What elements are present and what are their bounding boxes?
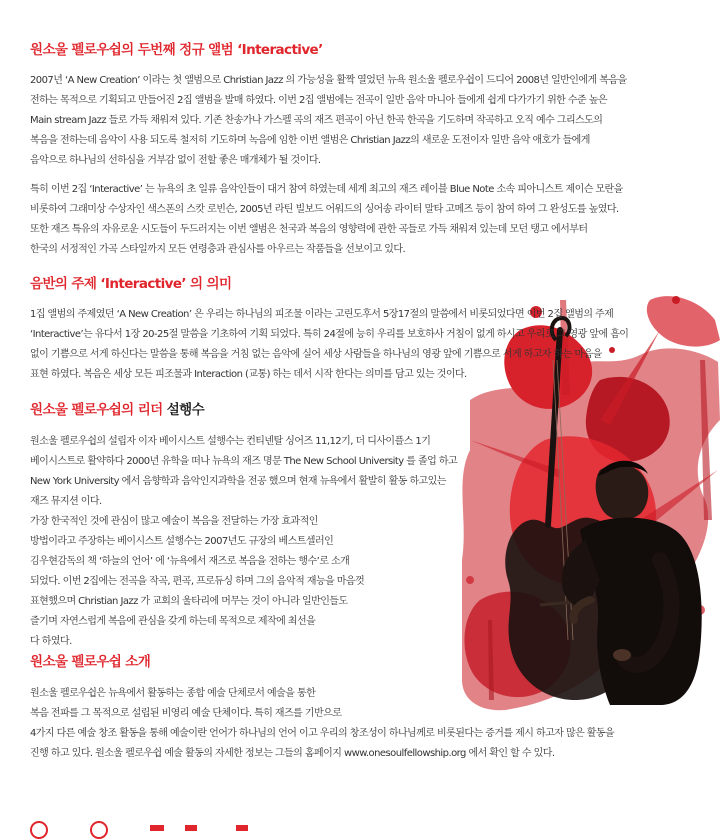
text-line: 표현했으며 Christian Jazz 가 교회의 울타리에 머무는 것이 아니라 일반인들도 — [30, 596, 348, 607]
text-line: 재즈 뮤지션 이다. — [30, 496, 102, 507]
section-title-about-fellowship: 원소울 펠로우쉽 소개 — [30, 654, 151, 670]
section-title-album-theme: 음반의 주제 ‘Interactive’ 의 의미 — [30, 276, 232, 292]
text-line: 전하는 목적으로 기획되고 만들어진 2집 앨범을 발매 하였다. 이번 2집 앨범에는 전곡이 일반 음악 마니아 들에게 쉽게 다가가기 위한 수준 높은 — [30, 95, 607, 106]
text-line: New York University 에서 음향학과 음악인지과학을 전공 했으며 현재 뉴욕에서 활발히 활동 하고있는 — [30, 476, 446, 487]
section-body-about-fellowship — [30, 684, 614, 764]
text-line: 특히 이번 2집 ‘Interactive’ 는 뉴욕의 초 일류 음악인들이 대거 참여 하였는데 세계 최고의 재즈 레이블 Blue Note 소속 피아니스트 제이슨 모란을 — [30, 184, 623, 195]
text-line: 복음을 전하는데 음악이 사용 되도록 철저히 기도하며 녹음에 임한 이번 앨범은 Christian Jazz의 새로운 도전이자 일반 음악 애호가 들에게 — [30, 135, 590, 146]
text-line: 2007년 ‘A New Creation’ 이라는 첫 앨범으로 Christian Jazz 의 가능성을 활짝 열었던 뉴욕 원소울 펠로우쉽이 드디어 2008년 일반인에게 복음을 — [30, 75, 627, 86]
section-body-second-album-para-2 — [30, 180, 623, 260]
section-title-second-album: 원소울 펠로우쉽의 두번째 정규 앨범 ‘Interactive’ — [30, 42, 323, 58]
text-line: Main stream Jazz 들로 가득 채워져 있다. 기존 찬송가나 가스펠 곡의 재즈 편곡이 아닌 한곡 한곡을 기도하며 작곡하고 오직 예수 그리스도의 — [30, 115, 603, 126]
text-line: 음악으로 하나님의 선하심을 거부감 없이 전할 좋은 매개체가 될 것이다. — [30, 155, 321, 166]
text-line: 원소울 펠로우쉽의 설립자 이자 베이시스트 설행수는 컨티넨탈 싱어즈 11,12기, 더 디사이플스 1기 — [30, 436, 431, 447]
leader-title-accent: 원소울 펠로우쉽의 리더 — [30, 402, 163, 418]
text-line: 한국의 서정적인 가곡 스타일까지 모든 연령층과 관심사를 아우르는 작품들을 선보이고 있다. — [30, 244, 406, 255]
text-line: 비롯하여 그래미상 수상자인 색스폰의 스캇 로빈슨, 2005년 라틴 빌보드 어워드의 싱어송 라이터 말타 고메즈 등이 참여 하여 그 완성도를 높였다. — [30, 204, 619, 215]
text-line: 김우현감독의 책 ‘하늘의 언어’ 에 ‘뉴욕에서 재즈로 복음을 전하는 행수’로 소개 — [30, 556, 350, 567]
text-line: 없이 기쁨으로 서게 하신다는 말씀을 통해 복음을 거침 없는 음악에 실어 세상 사람들을 하나님의 영광 앞에 기쁨으로 서게 하고자 하는 마음을 — [30, 349, 602, 360]
next-heading-fragment-bar — [236, 825, 248, 831]
section-body-album-theme — [30, 305, 628, 385]
section-title-leader — [30, 398, 204, 418]
text-line: 다 하였다. — [30, 636, 72, 647]
text-line: 즐기며 자연스럽게 복음에 관심을 갖게 하는데 목적으로 제작에 최선을 — [30, 616, 316, 627]
text-line: 또한 재즈 특유의 자유로운 시도들이 두드러지는 이번 앨범은 천국과 복음의 영향력에 관한 곡들로 가득 채워져 있는데 모던 탱고 에서부터 — [30, 224, 588, 235]
text-line: 되었다. 이번 2집에는 전곡을 작곡, 편곡, 프로듀싱 하며 그의 음악적 재능을 마음껏 — [30, 576, 365, 587]
text-line: 4가지 다른 예술 창조 활동을 통해 예술이란 언어가 하나님의 언어 이고 우리의 창조성이 하나님께로 비롯된다는 증거를 제시 하고자 많은 활동을 — [30, 728, 615, 739]
text-line: 복음 전파를 그 목적으로 설립된 비영리 예술 단체이다. 특히 재즈를 기반으로 — [30, 708, 342, 719]
next-heading-fragment-bar — [150, 825, 164, 831]
next-heading-fragment-ring — [90, 821, 108, 839]
text-line: 1집 앨범의 주제였던 ‘A New Creation’ 은 우리는 하나님의 피조물 이라는 고린도후서 5장17절의 말씀에서 비롯되었다면 이번 2집 앨범의 주제 — [30, 309, 614, 320]
text-line: 가장 한국적인 것에 관심이 많고 예술이 복음을 전달하는 가장 효과적인 — [30, 516, 318, 527]
section-body-leader — [30, 432, 457, 652]
text-line: 방법이라고 주장하는 베이시스트 설행수는 2007년도 규장의 베스트셀러인 — [30, 536, 334, 547]
next-heading-fragment-bar — [185, 825, 197, 831]
text-line: 표현 하였다. 복음은 세상 모든 피조물과 Interaction (교통) 하는 데서 시작 한다는 의미를 담고 있는 것이다. — [30, 369, 467, 380]
text-line: 진행 하고 있다. 원소울 펠로우쉽 예술 활동의 자세한 정보는 그들의 홈페이지 www.onesoulfellowship.org 에서 확인 할 수 있다. — [30, 748, 555, 759]
leader-name: 설행수 — [166, 402, 205, 418]
text-line: 베이시스트로 활약하다 2000년 유학을 떠나 뉴욕의 재즈 명문 The New School University 를 졸업 하고 — [30, 456, 458, 467]
text-line: 원소울 펠로우쉽은 뉴욕에서 활동하는 종합 예술 단체로서 예술을 통한 — [30, 688, 316, 699]
next-heading-fragment-ring — [30, 821, 48, 839]
text-line: ‘Interactive’는 유다서 1장 20-25절 말씀을 기초하여 기획 되었다. 특히 24절에 능히 우리를 보호하사 거침이 없게 하시고 우리로 그 영광 앞에 흠이 — [30, 329, 629, 340]
section-body-second-album-para-1 — [30, 71, 627, 171]
